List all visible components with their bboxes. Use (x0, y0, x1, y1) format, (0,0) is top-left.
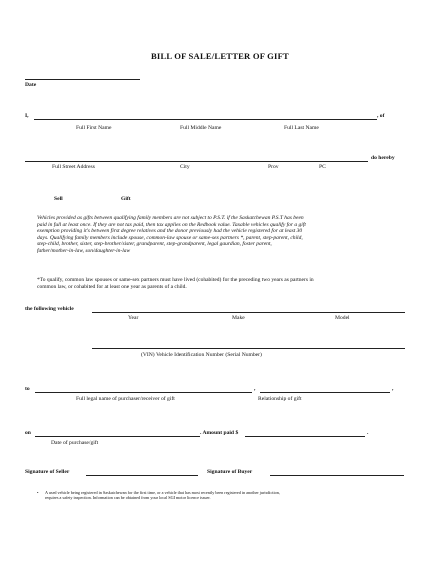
paragraph-line: step-child, brother, sister, step-brother/sister, grandparent, step-grandparent, legal gaurdian, foster parent, (37, 241, 272, 248)
sell-label: Sell (54, 196, 63, 202)
relationship-line[interactable] (260, 392, 390, 393)
paragraph-line: Vehicles provided as gifts between qualifying family members are not subject to P.S.T. if the Saskatchewan P.S.T has been (37, 215, 304, 221)
do-hereby-label: do hereby (371, 155, 395, 161)
footnote-line: requires a safety inspection. Information can be obtained from your local SGI motor licence issuer. (45, 495, 211, 500)
year-label: Year (128, 315, 139, 321)
purchaser-line[interactable] (35, 392, 252, 393)
purchase-date-label: Date of purchase/gift (51, 440, 99, 446)
footnote-line: A used vehicle being registered in Saskatchewan for the first time, or a vehicle that has most recently been registered in another jurisdiction, (45, 490, 280, 495)
model-label: Model (335, 315, 350, 321)
paragraph-line: common law, or cohabited for at least one year as parents of a child. (37, 283, 187, 290)
purchaser-label: Full legal name of purchaser/receiver of gift (76, 396, 175, 402)
vin-line[interactable] (92, 348, 405, 349)
qualify-paragraph (37, 277, 407, 290)
street-address-label: Full Street Address (52, 164, 95, 170)
safety-inspection-footnote (45, 490, 415, 500)
make-label: Make (232, 315, 245, 321)
i-label: I, (25, 113, 29, 119)
paragraph-line: *To qualify, common law spouses or same-sex partners must have lived (cohabited) for the preceding two years as partners in (37, 277, 314, 283)
amount-paid-label: . Amount paid $ (200, 430, 239, 436)
document-title: BILL OF SALE/LETTER OF GIFT (150, 51, 289, 61)
first-name-label: Full First Name (76, 125, 112, 131)
buyer-signature-line[interactable] (270, 475, 404, 476)
gift-exemption-paragraph (37, 215, 407, 255)
date-line[interactable] (25, 79, 140, 80)
prov-label: Prov (268, 164, 279, 170)
on-label: on (25, 430, 31, 436)
vehicle-label: the following vehicle (25, 306, 74, 312)
period-separator: . (367, 430, 369, 436)
to-label: to (25, 386, 30, 392)
name-line[interactable] (34, 119, 377, 120)
last-name-label: Full Last Name (284, 125, 319, 131)
amount-line[interactable] (245, 436, 365, 437)
seller-signature-line[interactable] (86, 475, 198, 476)
date-label: Date (25, 82, 37, 88)
footnote-bullet: • (37, 490, 39, 495)
address-line[interactable] (25, 161, 368, 162)
city-label: City (180, 164, 190, 170)
relationship-label: Relationship of gift (258, 396, 302, 402)
buyer-signature-label: Signature of Buyer (207, 469, 253, 475)
comma-separator: , (392, 386, 394, 392)
paragraph-line: exemption providing it's between first degree relatives and the donor previously had the vehicle registered for at least 30 (37, 228, 303, 235)
seller-signature-label: Signature of Seller (25, 469, 70, 475)
pc-label: PC (319, 164, 326, 170)
middle-name-label: Full Middle Name (180, 125, 222, 131)
comma-separator: , (254, 386, 256, 392)
paragraph-line: paid in full at least once. If they are not tax paid, then tax applies on the Redbook value. Taxable vehicles qualify for a gift (37, 221, 306, 228)
vehicle-line[interactable] (92, 312, 405, 313)
paragraph-line: days. Qualifying family members include spouse, common-law spouse or same-sex partners *, parent, step-parent, child, (37, 234, 303, 241)
of-label: , of (377, 113, 385, 119)
vin-label: (VIN) Vehicle Identification Number (Serial Number) (141, 352, 262, 358)
paragraph-line: father/mother-in-law, son/daughter-in-law (37, 247, 131, 254)
purchase-date-line[interactable] (35, 436, 200, 437)
gift-label: Gift (121, 196, 131, 202)
